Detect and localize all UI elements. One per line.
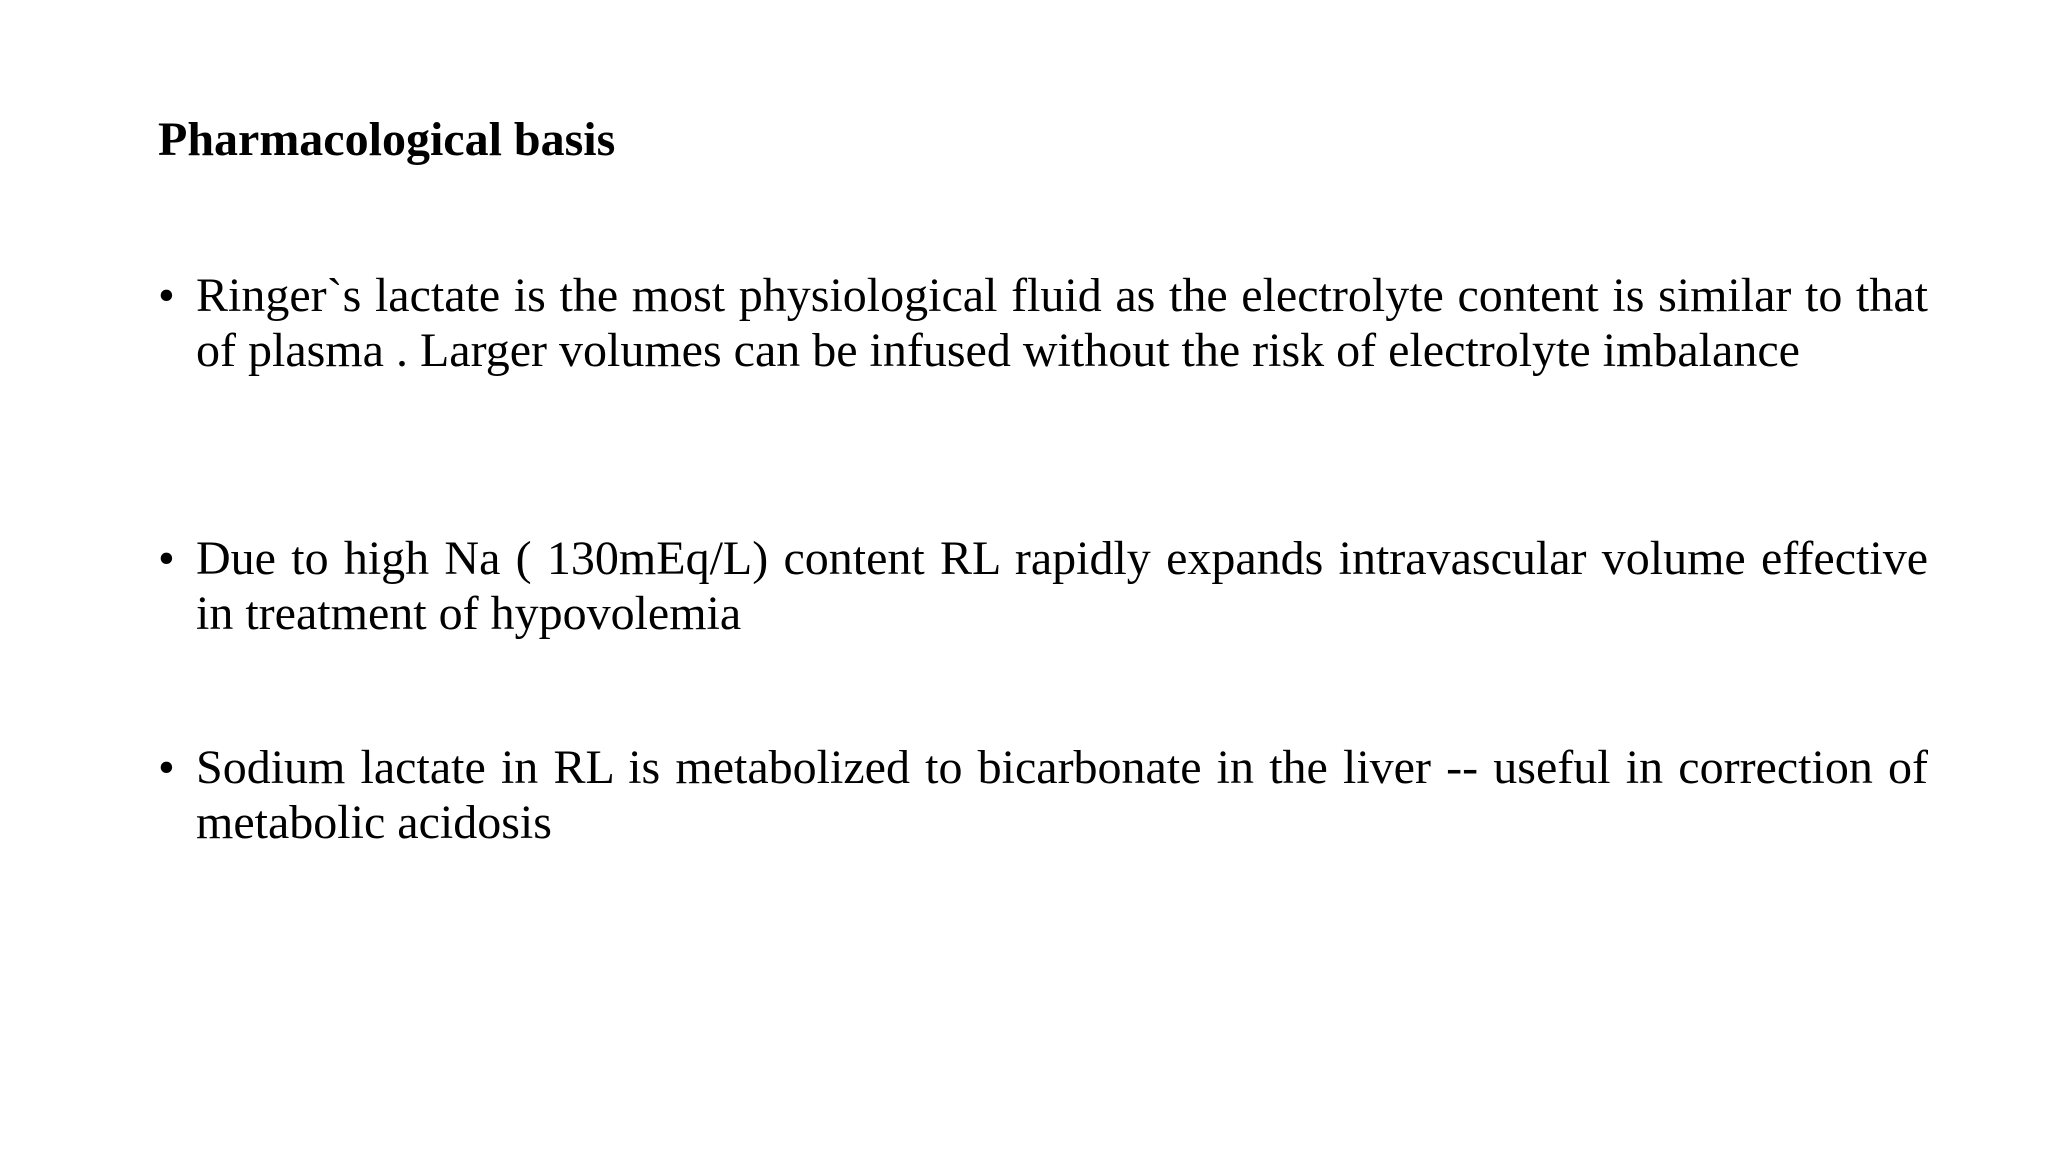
bullet-marker: • [158,269,175,322]
bullet-marker: • [158,741,175,794]
bullet-item [158,268,1928,378]
bullet-text: Ringer`s lactate is the most physiological fluid as the electrolyte content is similar to that of plasma . Larger volumes can be infused without the risk of electrolyte imbalance [196,269,1928,377]
bullet-marker: • [158,532,175,585]
bullet-item [158,531,1928,641]
bullet-text: Sodium lactate in RL is metabolized to bicarbonate in the liver -- useful in correction of metabolic acidosis [196,741,1928,849]
bullet-item [158,740,1928,850]
slide-title: Pharmacological basis [158,113,616,166]
bullet-text: Due to high Na ( 130mEq/L) content RL rapidly expands intravascular volume effective in treatment of hypovolemia [196,532,1928,640]
